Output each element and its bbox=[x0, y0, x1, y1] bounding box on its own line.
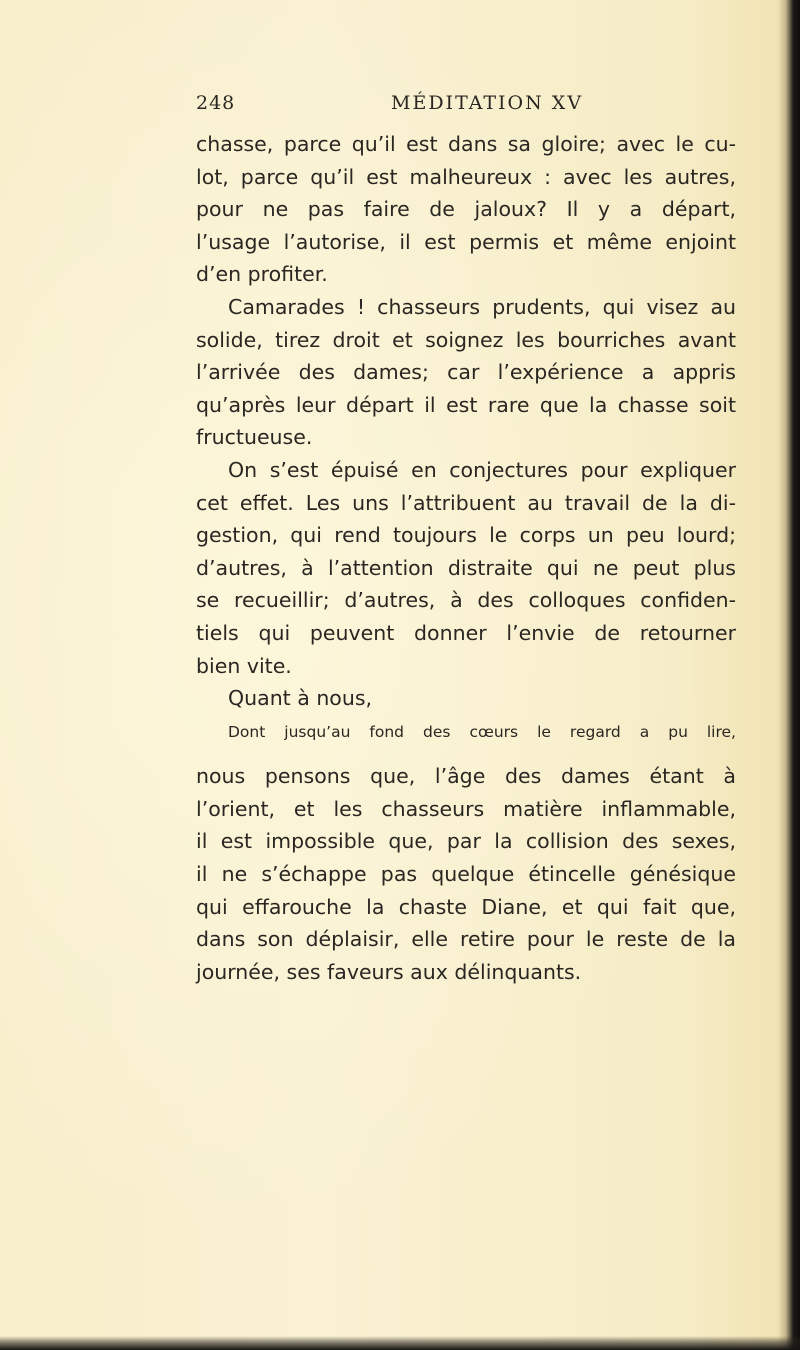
text-line: lot, parce qu’il est malheureux : avec les autres, bbox=[196, 164, 736, 189]
page-bottom-shadow bbox=[0, 1336, 800, 1350]
body-text bbox=[196, 128, 736, 988]
text-line: Quant à nous, bbox=[228, 686, 373, 711]
running-head bbox=[196, 92, 736, 122]
text-line: l’orient, et les chasseurs matière inflammable, bbox=[196, 796, 736, 821]
text-line: On s’est épuisé en conjectures pour expliquer bbox=[228, 457, 736, 482]
text-line: chasse, parce qu’il est dans sa gloire; avec le cu- bbox=[196, 132, 736, 156]
text-line: d’autres, à l’attention distraite qui ne peut plus bbox=[196, 555, 736, 580]
text-line: l’usage l’autorise, il est permis et même enjoint bbox=[196, 229, 736, 254]
text-line: tiels qui peuvent donner l’envie de retourner bbox=[196, 620, 736, 645]
verse-quote: Dont jusqu’au fond des cœurs le regard a pu lire, bbox=[228, 722, 736, 741]
text-line: bien vite. bbox=[196, 653, 292, 678]
text-line: se recueillir; d’autres, à des colloques confiden- bbox=[196, 588, 736, 613]
text-line: pour ne pas faire de jaloux? Il y a départ, bbox=[196, 197, 736, 222]
text-line: journée, ses faveurs aux délinquants. bbox=[196, 959, 582, 984]
text-line: qu’après leur départ il est rare que la chasse soit bbox=[196, 392, 736, 417]
text-line: dans son déplaisir, elle retire pour le reste de la bbox=[196, 927, 736, 952]
text-line: d’en profiter. bbox=[196, 262, 328, 287]
text-line: il est impossible que, par la collision des sexes, bbox=[196, 829, 736, 854]
page-number: 248 bbox=[196, 92, 236, 114]
running-title: MÉDITATION XV bbox=[391, 92, 584, 114]
text-line: il ne s’échappe pas quelque étincelle génésique bbox=[196, 862, 736, 887]
text-line: solide, tirez droit et soignez les bourriches avant bbox=[196, 327, 736, 352]
text-line: l’arrivée des dames; car l’expérience a appris bbox=[196, 360, 736, 385]
page-edge-shadow bbox=[778, 0, 800, 1350]
text-line: nous pensons que, l’âge des dames étant à bbox=[196, 764, 736, 789]
text-line: Camarades ! chasseurs prudents, qui visez au bbox=[228, 294, 736, 319]
text-line: qui effarouche la chaste Diane, et qui fait que, bbox=[196, 894, 736, 919]
text-line: gestion, qui rend toujours le corps un peu lourd; bbox=[196, 523, 736, 548]
text-line: fructueuse. bbox=[196, 425, 313, 450]
text-line: cet effet. Les uns l’attribuent au travail de la di- bbox=[196, 490, 736, 515]
